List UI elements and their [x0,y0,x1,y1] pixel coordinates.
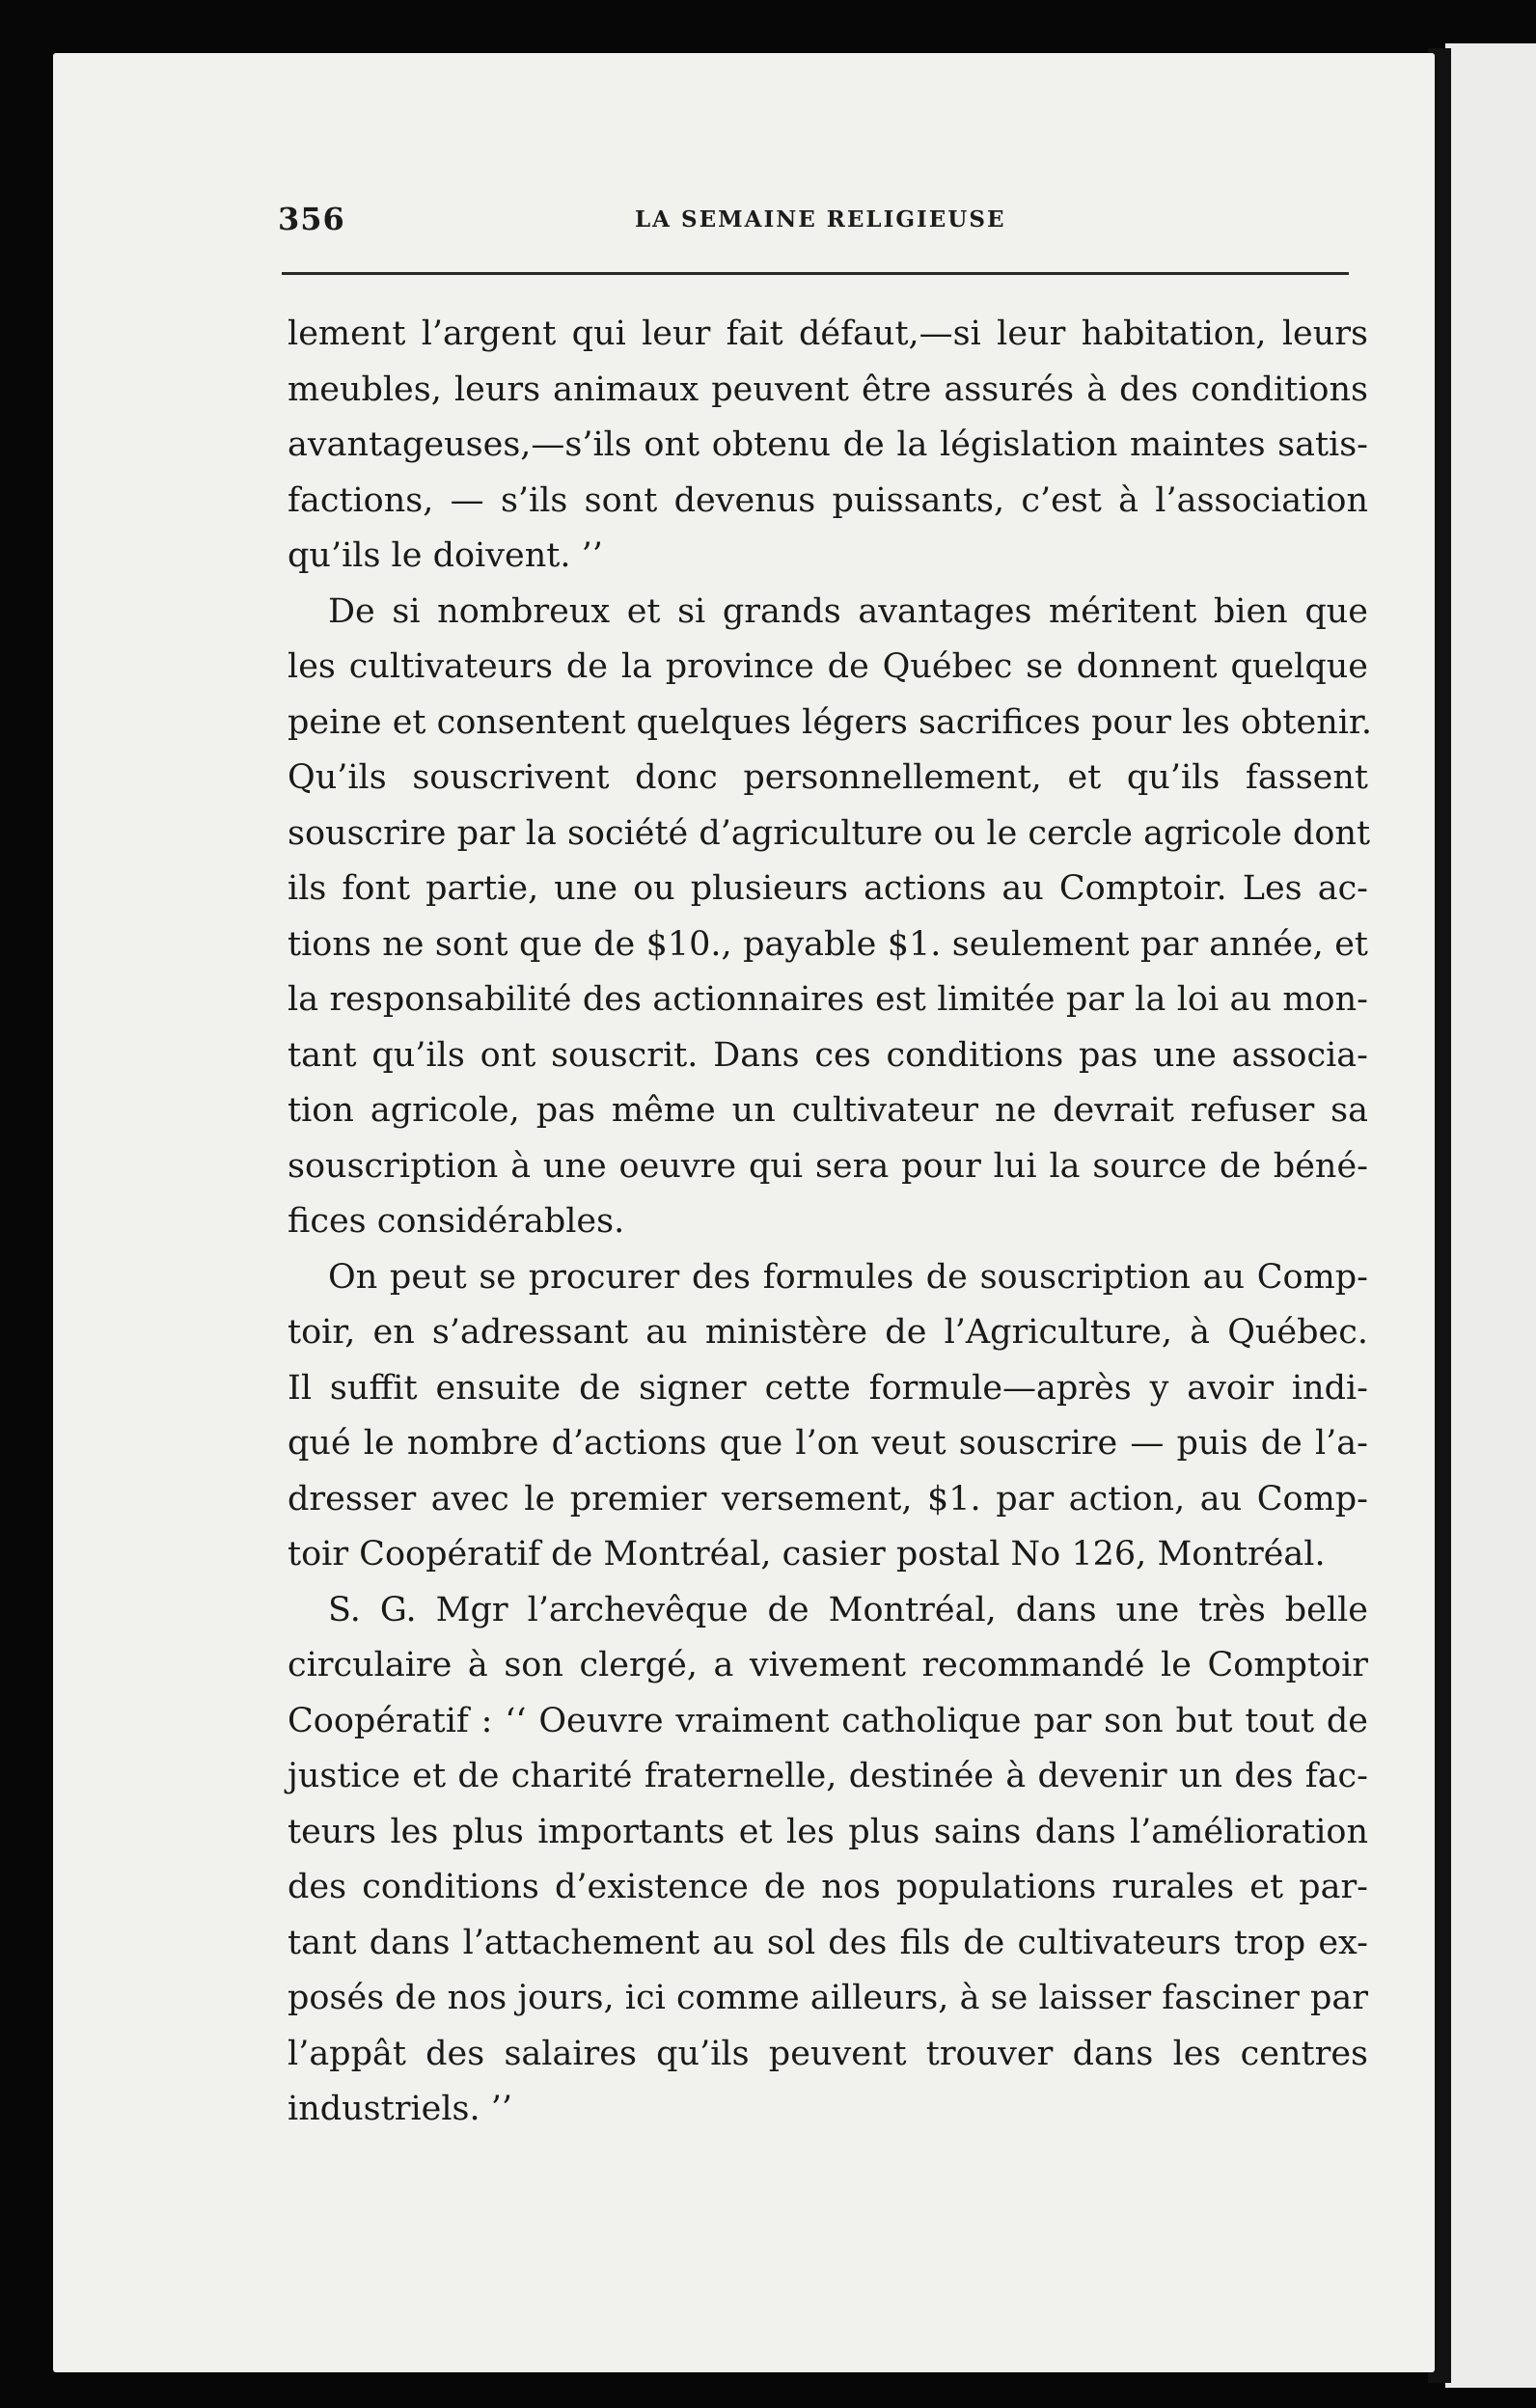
text-line: Qu’ils souscrivent donc personnellement, et qu’ils fassent [288,758,1368,797]
text-line: posés de nos jours, ici comme ailleurs, à se laisser fasciner par [288,1979,1368,2017]
text-line: tion agricole, pas même un cultivateur ne devrait refuser sa [288,1091,1368,1130]
text-line: industriels. ’’ [288,2090,513,2128]
text-line: meubles, leurs animaux peuvent être assurés à des conditions [288,369,1368,409]
page-body-text [288,307,1372,2138]
text-line: toir Coopératif de Montréal, casier postal No 126, Montréal. [288,1535,1326,1573]
paragraph-start-line: S. G. Mgr l’archevêque de Montréal, dans une très belle [328,1590,1368,1629]
paragraph-start-line: De si nombreux et si grands avantages méritent bien que [328,591,1368,631]
text-line: circulaire à son clergé, a vivement recommandé le Comptoir [288,1646,1368,1684]
text-line: tions ne sont que de $10., payable $1. seulement par année, et [288,924,1368,964]
text-line: peine et consentent quelques légers sacrifices pour les obtenir. [288,702,1372,742]
text-line: des conditions d’existence de nos populations rurales et par- [288,1868,1368,1906]
header-title: LA SEMAINE RELIGIEUSE [635,206,1006,233]
text-line: Coopératif : ‘‘ Oeuvre vraiment catholique par son but tout de [288,1701,1368,1740]
text-line: justice et de charité fraternelle, destinée à devenir un des fac- [288,1757,1368,1795]
text-line: souscription à une oeuvre qui sera pour lui la source de béné- [288,1146,1368,1186]
text-line: dresser avec le premier versement, $1. par action, au Comp- [288,1479,1368,1519]
text-line: les cultivateurs de la province de Québec se donnent quelque [288,647,1368,686]
paragraph-start-line: On peut se procurer des formules de souscription au Comp- [328,1257,1368,1297]
adjacent-page-edge [1445,43,1536,2388]
text-line: teurs les plus importants et les plus sains dans l’amélioration [288,1812,1368,1851]
text-line: tant qu’ils ont souscrit. Dans ces conditions pas une associa- [288,1035,1368,1075]
text-line: avantageuses,—s’ils ont obtenu de la législation maintes satis- [288,425,1368,464]
text-line: lement l’argent qui leur fait défaut,—si leur habitation, leurs [288,315,1368,353]
text-line: fices considérables. [288,1202,625,1241]
text-line: tant dans l’attachement au sol des fils de cultivateurs trop ex- [288,1923,1368,1962]
text-line: ils font partie, une ou plusieurs actions au Comptoir. Les ac- [288,869,1368,908]
header-rule [282,272,1349,275]
text-line: souscrire par la société d’agriculture ou le cercle agricole dont [288,813,1371,853]
text-line: l’appât des salaires qu’ils peuvent trouver dans les centres [288,2034,1368,2073]
text-line: Il suffit ensuite de signer cette formule—après y avoir indi- [288,1368,1368,1408]
text-line: factions, — s’ils sont devenus puissants, c’est à l’association [288,480,1368,520]
text-line: qué le nombre d’actions que l’on veut souscrire — puis de l’a- [288,1424,1368,1463]
text-line: la responsabilité des actionnaires est limitée par la loi au mon- [288,980,1368,1019]
running-header [278,201,1349,243]
page-number: 356 [278,201,345,237]
text-line: qu’ils le doivent. ’’ [288,536,603,575]
text-line: toir, en s’adressant au ministère de l’Agriculture, à Québec. [288,1313,1368,1352]
